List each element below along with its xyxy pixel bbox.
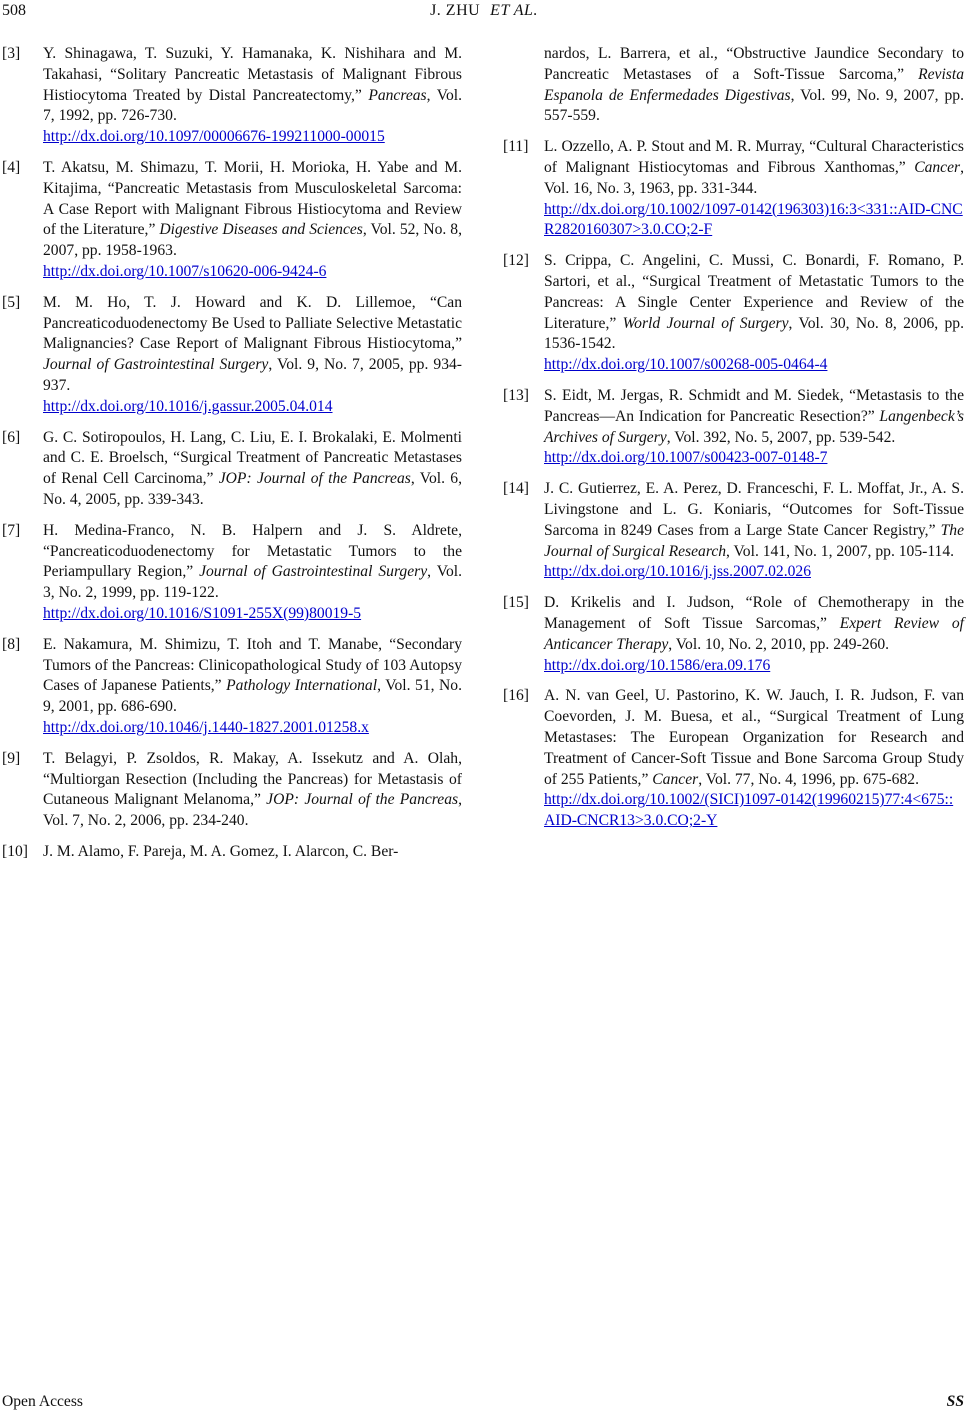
reference-text: S. Eidt, M. Jergas, R. Schmidt and M. Siedek, “Metastasis to the Pancreas—An Indication for Pancreatic Resection?” xyxy=(544,386,964,425)
reference-number: [4] xyxy=(2,158,21,176)
reference-journal: Langenbeck’s Archives of Surgery xyxy=(544,407,964,446)
reference-journal: Journal of Gastrointestinal Surgery xyxy=(199,563,428,581)
reference-journal: Journal of Gastrointestinal Surgery xyxy=(43,356,269,374)
reference-doi-link[interactable]: http://dx.doi.org/10.1007/s00268-005-0464-4 xyxy=(544,356,828,374)
reference-text: A. N. van Geel, U. Pastorino, K. W. Jauch, I. R. Judson, F. van Coevorden, J. M. Buesa, et al., “Surgical Treatment of Lung Metastases: The European Organization for Research and Treatment of Cancer-Soft Tissue and Bone Sarcoma Group Study of 255 Patients,” xyxy=(544,687,964,788)
reference-entry xyxy=(501,479,964,583)
reference-doi-link[interactable]: http://dx.doi.org/10.1007/s00423-007-0148-7 xyxy=(544,449,828,467)
reference-details: , Vol. 30, No. 8, 2006, pp. 1536-1542. xyxy=(544,314,965,353)
reference-entry xyxy=(0,521,462,625)
reference-entry xyxy=(501,386,964,469)
reference-number: [11] xyxy=(503,138,529,156)
reference-journal: JOP: Journal of the Pancreas xyxy=(218,470,411,488)
reference-entry xyxy=(0,44,462,148)
reference-number: [14] xyxy=(503,480,529,498)
reference-number: [15] xyxy=(503,594,529,612)
reference-journal: Expert Review of Anticancer Therapy xyxy=(544,614,964,653)
reference-number: [9] xyxy=(2,749,21,767)
reference-journal: Pancreas xyxy=(368,86,427,104)
reference-details: , Vol. 7, 1992, pp. 726-730. xyxy=(43,86,462,125)
reference-doi-link[interactable]: http://dx.doi.org/10.1097/00006676-199211000-00015 xyxy=(43,128,385,146)
reference-entry xyxy=(501,686,964,832)
footer-journal-abbrev: SS xyxy=(946,1393,964,1410)
reference-text: nardos, L. Barrera, et al., “Obstructive Jaundice Secondary to Pancreatic Metastases of a Soft-Tissue Sarcoma,” xyxy=(544,45,964,83)
reference-details: , Vol. 392, No. 5, 2007, pp. 539-542. xyxy=(666,428,896,446)
right-column xyxy=(501,44,964,842)
reference-journal: Digestive Diseases and Sciences xyxy=(159,221,363,239)
reference-text: J. M. Alamo, F. Pareja, M. A. Gomez, I. Alarcon, C. Ber- xyxy=(43,842,399,860)
reference-entry xyxy=(0,749,462,832)
reference-doi-link[interactable]: http://dx.doi.org/10.1016/j.jss.2007.02.026 xyxy=(544,563,811,581)
reference-number: [12] xyxy=(503,252,529,270)
reference-doi-link[interactable]: http://dx.doi.org/10.1002/(SICI)1097-0142(19960215)77:4<675::AID-CNCR13>3.0.CO;2-Y xyxy=(544,791,954,830)
reference-doi-link[interactable]: http://dx.doi.org/10.1016/j.gassur.2005.04.014 xyxy=(43,397,333,415)
reference-text: L. Ozzello, A. P. Stout and M. R. Murray, “Cultural Characteristics of Malignant Histiocytomas and Fibrous Xanthomas,” xyxy=(544,138,964,176)
reference-journal: Revista Espanola de Enfermedades Digestivas xyxy=(544,65,964,104)
reference-journal: Pathology International xyxy=(226,677,378,695)
reference-doi-link[interactable]: http://dx.doi.org/10.1002/1097-0142(196303)16:3<331::AID-CNCR2820160307>3.0.CO;2-F xyxy=(544,200,963,239)
reference-number: [7] xyxy=(2,521,21,539)
reference-text: G. C. Sotiropoulos, H. Lang, C. Liu, E. I. Brokalaki, E. Molmenti and C. E. Broelsch, “Surgical Treatment of Pancreatic Metastases of Renal Cell Carcinoma,” xyxy=(43,428,462,488)
reference-details: , Vol. 99, No. 9, 2007, pp. 557-559. xyxy=(544,86,964,125)
reference-details: , Vol. 10, No. 2, 2010, pp. 249-260. xyxy=(668,635,890,653)
reference-entry xyxy=(501,137,964,241)
reference-number: [8] xyxy=(2,635,21,653)
reference-journal: Cancer xyxy=(914,158,961,176)
reference-text: D. Krikelis and I. Judson, “Role of Chemotherapy in the Management of Soft Tissue Sarcomas,” xyxy=(544,594,964,632)
reference-text: T. Akatsu, M. Shimazu, T. Morii, H. Morioka, H. Yabe and M. Kitajima, “Pancreatic Metastasis from Musculoskeletal Sarcoma: A Case Report with Malignant Fibrous Histiocytoma and Review of the Literature,” xyxy=(43,158,462,239)
reference-details: , Vol. 16, No. 3, 1963, pp. 331-344. xyxy=(544,158,964,197)
reference-details: , Vol. 6, No. 4, 2005, pp. 339-343. xyxy=(43,470,462,508)
reference-number: [10] xyxy=(2,842,28,860)
reference-entry xyxy=(501,251,964,376)
running-head xyxy=(0,2,968,20)
reference-text: H. Medina-Franco, N. B. Halpern and J. S. Aldrete, “Pancreaticoduodenectomy for Metastatic Tumors to the Periampullary Region,” xyxy=(43,521,462,581)
reference-details: , Vol. 141, No. 1, 2007, pp. 105-114. xyxy=(726,542,955,560)
reference-text: T. Belagyi, P. Zsoldos, R. Makay, A. Issekutz and A. Olah, “Multiorgan Resection (Including the Pancreas) for Metastasis of Cutaneous Malignant Melanoma,” xyxy=(43,749,462,809)
reference-details: , Vol. 51, No. 9, 2001, pp. 686-690. xyxy=(43,677,463,716)
reference-doi-link[interactable]: http://dx.doi.org/10.1046/j.1440-1827.2001.01258.x xyxy=(43,718,369,736)
reference-details: , Vol. 7, No. 2, 2006, pp. 234-240. xyxy=(43,791,462,830)
reference-text: J. C. Gutierrez, E. A. Perez, D. Franceschi, F. L. Moffat, Jr., A. S. Livingstone and L. G. Koniaris, “Outcomes for Soft-Tissue Sarcoma in 8249 Cases from a Large State Cancer Registry,” xyxy=(544,480,964,539)
reference-entry xyxy=(0,428,462,511)
reference-text: Y. Shinagawa, T. Suzuki, Y. Hamanaka, K. Nishihara and M. Takahasi, “Solitary Pancreatic Metastasis of Malignant Fibrous Histiocytoma Treated by Distal Pancreatectomy,” xyxy=(43,45,462,104)
reference-doi-link[interactable]: http://dx.doi.org/10.1016/S1091-255X(99)80019-5 xyxy=(43,604,362,622)
reference-entry xyxy=(0,158,462,283)
reference-details: , Vol. 3, No. 2, 1999, pp. 119-122. xyxy=(43,563,462,602)
reference-number: [6] xyxy=(2,428,21,446)
reference-entry xyxy=(0,635,462,739)
reference-entry xyxy=(0,293,462,418)
reference-number: [3] xyxy=(2,45,21,62)
reference-entry xyxy=(501,593,964,676)
reference-journal: The Journal of Surgical Research xyxy=(544,521,964,560)
running-head-et-al: ET AL. xyxy=(490,2,538,19)
page-number: 508 xyxy=(2,2,26,19)
reference-text: S. Crippa, C. Angelini, C. Mussi, C. Bonardi, F. Romano, P. Sartori, et al., “Surgical Treatment of Metastatic Tumors to the Pancreas: A Single Center Experience and Review of the Literature,” xyxy=(544,252,964,332)
reference-number: [13] xyxy=(503,386,529,404)
reference-text: M. M. Ho, T. J. Howard and K. D. Lillemoe, “Can Pancreaticoduodenectomy Be Used to Palliate Selective Metastatic Malignancies? Case Report of Malignant Fibrous Histiocytoma,” xyxy=(43,293,462,353)
running-head-authors: J. ZHU xyxy=(430,2,481,19)
reference-journal: JOP: Journal of the Pancreas xyxy=(266,791,459,809)
reference-number: [5] xyxy=(2,293,21,311)
reference-doi-link[interactable]: http://dx.doi.org/10.1586/era.09.176 xyxy=(544,656,771,674)
reference-number: [16] xyxy=(503,687,529,705)
reference-entry xyxy=(0,842,462,863)
left-column xyxy=(0,44,462,873)
reference-journal: Cancer xyxy=(652,770,699,788)
reference-text: E. Nakamura, M. Shimizu, T. Itoh and T. Manabe, “Secondary Tumors of the Pancreas: Clinicopathological Study of 103 Autopsy Cases of Japanese Patients,” xyxy=(43,635,462,695)
reference-details: , Vol. 9, No. 7, 2005, pp. 934-937. xyxy=(43,356,462,394)
reference-details: , Vol. 52, No. 8, 2007, pp. 1958-1963. xyxy=(43,221,463,260)
reference-doi-link[interactable]: http://dx.doi.org/10.1007/s10620-006-9424-6 xyxy=(43,262,327,280)
reference-journal: World Journal of Surgery xyxy=(622,314,789,332)
reference-entry xyxy=(501,44,964,127)
reference-details: , Vol. 77, No. 4, 1996, pp. 675-682. xyxy=(698,770,919,788)
footer-open-access: Open Access xyxy=(2,1393,83,1410)
